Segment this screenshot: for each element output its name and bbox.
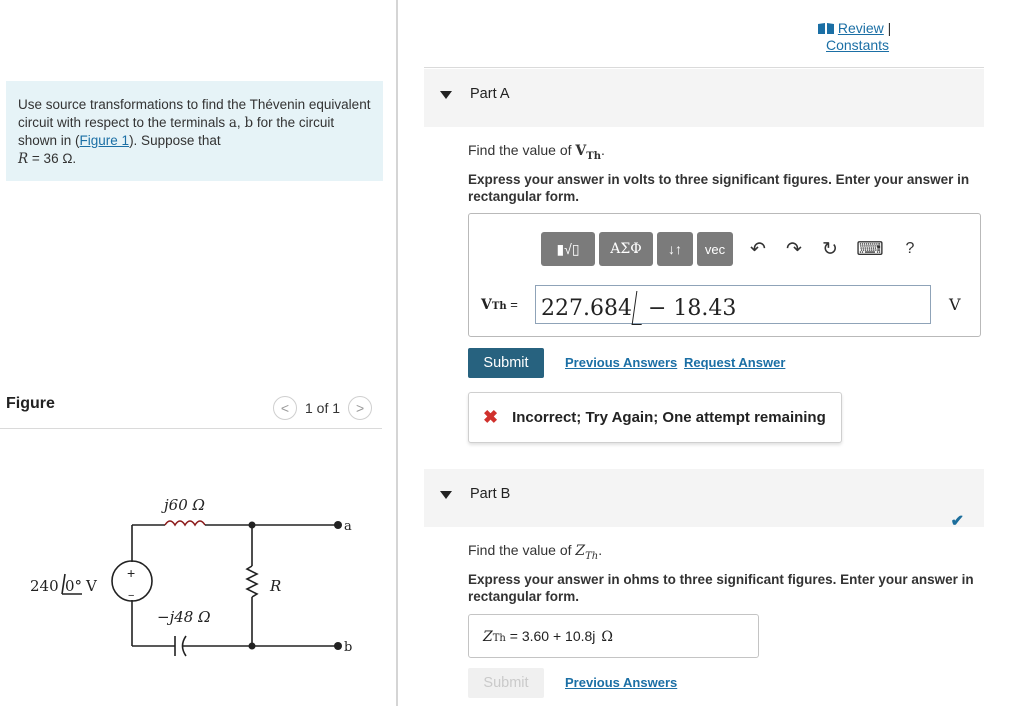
resistor-label: R [270,577,282,595]
part-a-instructions: Express your answer in volts to three significant figures. Enter your answer in rectangular form. [468,172,970,204]
zth-unit: Ω [601,629,613,645]
resistor-symbol [247,566,257,597]
feedback-text: Incorrect; Try Again; One attempt remaining [512,409,826,426]
problem-text-1: Use source transformations to find the Thévenin equivalent circuit with respect to the terminals [18,97,371,130]
part-b-answer [483,628,613,645]
node-bottom [249,643,256,650]
part-a-title: Part A [470,86,510,102]
zth-label-sub: Th [492,633,506,644]
greek-button[interactable]: ΑΣΦ [599,232,653,266]
problem-terminal-a: a [228,115,237,131]
part-b-previous-answers-link[interactable]: Previous Answers [565,675,678,690]
redo-icon[interactable]: ↷ [786,238,802,260]
part-b-answer-box [468,614,759,658]
vth-input-label [481,297,518,313]
part-a-header[interactable] [424,69,984,127]
review-constants [818,20,891,54]
figure-pager [273,396,372,420]
inductor-label: j60 Ω [164,496,205,514]
feedback-message [468,392,842,443]
circuit-terminal-b: b [344,640,353,655]
part-b-var-sub: Th [585,550,599,562]
help-icon[interactable]: ? [905,240,915,257]
problem-r-symbol: R [18,151,29,167]
pager-prev-button[interactable]: < [273,396,297,420]
figure-heading: Figure [6,395,55,412]
incorrect-icon: ✖ [483,407,499,427]
terminal-b-node [334,642,342,650]
part-a-var-sub: Th [586,150,601,162]
request-answer-link[interactable]: Request Answer [684,355,786,370]
book-icon [818,23,834,34]
part-a-var: V [575,143,587,159]
part-b-question [468,542,602,562]
checkmark-icon: ✔ [950,513,964,530]
part-a-question-prefix: Find the value of [468,142,576,158]
part-a-answer-box [468,213,981,337]
terminal-a-node [334,521,342,529]
vth-label-eq: = [506,297,518,312]
problem-terminal-b: b [244,115,254,131]
vth-label-sub: Th [491,301,507,312]
angle-symbol [632,291,647,325]
figure-link[interactable]: Figure 1 [79,133,130,148]
part-b-submit-button[interactable]: Submit [468,668,544,698]
source-unit: V [86,577,97,595]
inductor-symbol [165,521,205,525]
panel-divider [396,0,398,706]
part-a-question [468,142,605,162]
source-minus: − [128,590,135,602]
reset-icon[interactable]: ↻ [822,238,838,260]
source-magnitude: 240 [30,577,59,595]
undo-icon[interactable]: ↶ [750,238,766,260]
problem-statement [6,81,383,181]
header-divider [424,67,984,68]
part-b-instructions: Express your answer in ohms to three significant figures. Enter your answer in rectangular form. [468,572,974,604]
part-a-previous-answers-link[interactable]: Previous Answers [565,355,678,370]
left-panel [0,0,397,706]
part-a-submit-button[interactable]: Submit [468,348,544,378]
problem-r-value: = 36 Ω. [28,151,77,166]
circuit-diagram [20,490,360,670]
constants-link[interactable]: Constants [826,37,890,53]
keyboard-icon[interactable]: ⌨ [856,238,884,260]
pager-count: 1 of 1 [305,400,341,416]
part-b-question-prefix: Find the value of [468,542,576,558]
problem-text-3: ). Suppose that [129,133,221,148]
zth-label-main: Z [483,629,493,645]
templates-button[interactable]: ▮√▯ [541,232,595,266]
review-link[interactable]: Review [837,20,884,36]
part-b-header[interactable] [424,469,984,530]
circuit-terminal-a: a [344,519,352,534]
vec-button[interactable]: vec [697,232,733,266]
problem-text-2: for the circuit shown in ( [18,115,335,148]
source-plus: + [127,565,136,581]
pager-next-button[interactable]: > [348,396,372,420]
part-b-collapse-icon[interactable] [440,491,452,499]
part-a-question-suffix: . [601,142,605,158]
part-b-var: Z [575,543,586,559]
vth-label-main: V [481,297,492,313]
source-angle: 0° [65,577,83,595]
math-toolbar [541,232,925,266]
problem-comma: , [236,115,241,130]
arrows-button[interactable]: ↓↑ [657,232,693,266]
input-angle: − 18.43 [647,296,737,321]
vth-unit: V [949,295,961,314]
zth-eq: = [505,628,518,644]
node-top [249,522,256,529]
part-a-collapse-icon[interactable] [440,91,452,99]
review-separator: | [883,20,892,36]
part-b-title: Part B [470,486,511,502]
capacitor-label: −j48 Ω [157,608,211,626]
zth-value: 3.60 + 10.8j [517,628,596,644]
vth-answer-input[interactable] [535,285,931,324]
figure-divider [0,428,382,429]
part-b-question-suffix: . [598,542,603,558]
input-magnitude: 227.684 [541,296,632,321]
